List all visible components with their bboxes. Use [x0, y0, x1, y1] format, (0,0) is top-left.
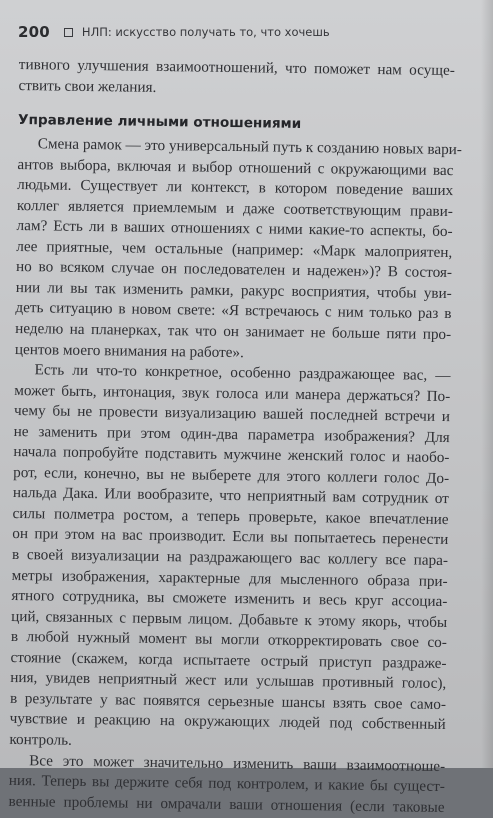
text-line: силы полметра ростом, а теперь проверьте, какое впечатление [12, 504, 449, 528]
text-line: стояние (скажем, когда испытаете острый приступ раздраже- [10, 648, 447, 672]
text-line: он при этом на вас производит. Если вы попытаетесь перенести [12, 525, 449, 549]
text-line: лее приятные, чем остальные (например: «Марк малоприятен, [16, 237, 453, 261]
text-line: в любой нужный момент вы могли откорректировать свое со- [10, 628, 447, 652]
text-line: нии ли вы так изменить рамки, ракурс восприятия, чтобы уви- [15, 278, 452, 302]
text-line: Смена рамок — это универсальный путь к созданию новых вари- [37, 135, 463, 159]
text-line: не заменить при этом один-два параметра изображения? Для [13, 422, 450, 446]
text-line: деть ситуацию в новом свете: «Я встречаюсь с ним только раз в [15, 299, 452, 323]
page-header [18, 22, 330, 42]
text-line: рот, если, конечно, вы не выберете для этого коллеги голос До- [13, 463, 450, 487]
text-line: Все это может значительно изменить ваши взаимоотноше- [29, 751, 446, 775]
square-bullet-icon [64, 28, 73, 37]
text-line: ния, увидев неприятный жест или услышав противный голос), [10, 669, 447, 693]
text-line: Есть ли что-то конкретное, особенно раздражающее вас, — [34, 361, 451, 385]
text-line: ния. Теперь вы держите себя под контролем, и какие бы сущест- [8, 771, 445, 796]
section-heading: Управление личными отношениями [17, 112, 302, 133]
text-line: лам? Есть ли в ваших отношениях с ними какие-то аспекты, бо- [16, 217, 453, 241]
body-text [8, 55, 463, 818]
text-line: ций, связанных с первым лицом. Добавьте к этому якорь, чтобы [11, 607, 448, 631]
text-line: тивного улучшения взаимоотношений, что поможет нам осуще- [18, 55, 455, 80]
text-line: людьми. Существует ли контекст, в котором поведение ваших [17, 176, 454, 200]
text-line: но во всяком случае он последователен и надежен»)? В состоя- [15, 258, 453, 282]
text-line: неделю на планерках, так что он занимает не больше пяти про- [15, 319, 452, 344]
text-line: чувствие и реакцию на окружающих людей под собственный [9, 710, 446, 734]
text-line: может быть, интонация, звук голоса или манера держаться? По- [14, 381, 451, 405]
text-line: в своей визуализации на раздражающего вас коллегу все пара- [11, 545, 449, 570]
text-line: ствить свои желания. [18, 76, 157, 96]
text-line: чему бы не провести визуализацию вашей последней встречи и [13, 402, 451, 426]
text-line: венные проблемы ни омрачали ваши отношения (если таковые [8, 792, 445, 816]
text-line: в результате у вас появятся серьезные шансы взять свое само- [9, 689, 447, 713]
page-number: 200 [18, 23, 50, 41]
page-edge-shadow [481, 0, 493, 768]
text-line: контроль. [9, 730, 73, 749]
text-line: метры изображения, характерные для мысленного образа при- [11, 566, 448, 590]
text-line: нальда Дака. Или вообразите, что неприятный вам сотрудник от [12, 484, 449, 508]
text-line: антов выбора, включая и выбор отношений с окружающими вас [17, 155, 454, 179]
text-line: центов моего внимания на работе». [14, 340, 244, 361]
text-line: коллег является приемлемым и даже соответствующим прави- [16, 196, 453, 220]
running-title: НЛП: искусство получать то, что хочешь [81, 25, 330, 39]
text-line: ятного сотрудника, вы сможете изменить и весь круг ассоциа- [11, 587, 448, 611]
text-line: начала попробуйте подставить мужчине женский голос и наобо- [13, 443, 450, 467]
